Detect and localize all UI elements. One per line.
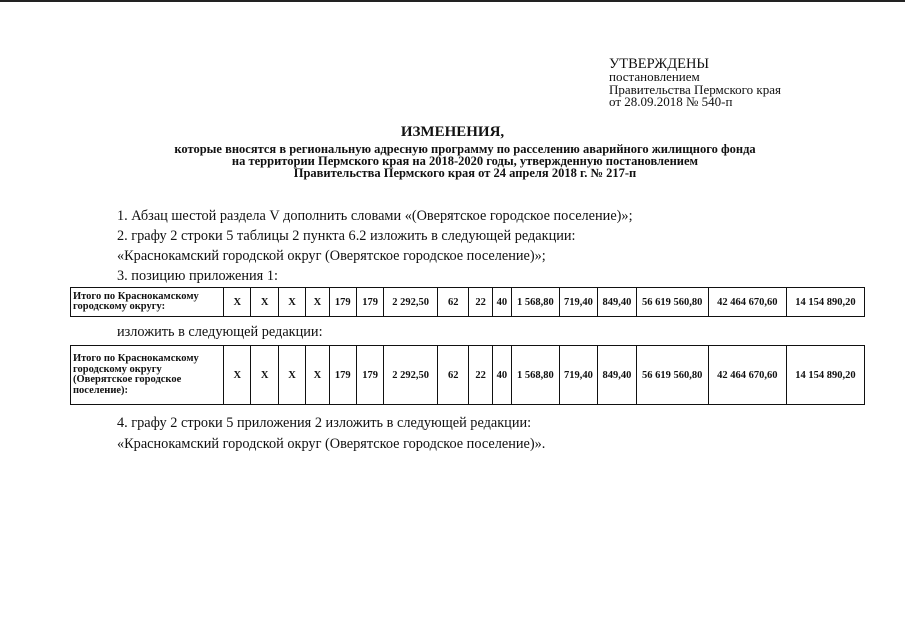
- cell: 179: [329, 288, 356, 317]
- cell: 40: [492, 288, 511, 317]
- cell: 40: [492, 346, 511, 405]
- cell: 62: [438, 288, 469, 317]
- cell: 42 464 670,60: [708, 346, 786, 405]
- cell: 849,40: [598, 346, 637, 405]
- row-label: [71, 346, 224, 405]
- row-label: [71, 288, 224, 317]
- table-new-position: [70, 345, 865, 405]
- cell: 179: [356, 288, 383, 317]
- cell: 849,40: [598, 288, 637, 317]
- row-label-line-1: Итого по Краснокамскому: [73, 290, 199, 302]
- row-label-line-1: Итого по Краснокамскому: [73, 353, 199, 364]
- cell: X: [306, 346, 329, 405]
- cell: X: [251, 288, 278, 317]
- row-label-line-2: городскому округу:: [73, 301, 166, 312]
- cell: 22: [469, 346, 492, 405]
- cell: 22: [469, 288, 492, 317]
- approval-stamp: [609, 57, 781, 109]
- row-label-line-4: поселение):: [73, 384, 129, 396]
- item-4: 4. графу 2 строки 5 приложения 2 изложить в следующей редакции:: [117, 415, 532, 431]
- subtitle-line-1: которые вносятся в региональную адресную программу по расселению аварийного жилищного фонда: [174, 142, 756, 156]
- document-subtitle: [110, 143, 820, 179]
- item-1: 1. Абзац шестой раздела V дополнить словами «(Оверятское городское поселение)»;: [117, 208, 633, 224]
- cell: X: [224, 288, 251, 317]
- cell: 56 619 560,80: [636, 346, 708, 405]
- document-title: ИЗМЕНЕНИЯ,: [400, 124, 505, 140]
- cell: 62: [438, 346, 469, 405]
- cell: 179: [356, 346, 383, 405]
- cell: 2 292,50: [384, 346, 438, 405]
- cell: 179: [329, 346, 356, 405]
- table-row: [71, 346, 865, 405]
- item-3-text: изложить в следующей редакции:: [117, 324, 323, 340]
- item-2: 2. графу 2 строки 5 таблицы 2 пункта 6.2 изложить в следующей редакции:: [117, 228, 576, 244]
- cell: 719,40: [559, 288, 598, 317]
- subtitle-line-3: Правительства Пермского края от 24 апреля 2018 г. № 217-п: [293, 166, 637, 180]
- cell: X: [278, 346, 305, 405]
- item-4-text: «Краснокамский городской округ (Оверятское городское поселение)».: [117, 436, 546, 452]
- row-label-line-3: (Оверятское городское: [73, 374, 182, 385]
- cell: 1 568,80: [512, 288, 560, 317]
- item-3: 3. позицию приложения 1:: [117, 268, 278, 284]
- cell: 2 292,50: [384, 288, 438, 317]
- cell: X: [278, 288, 305, 317]
- approval-line-3: Правительства Пермского края: [609, 81, 781, 97]
- cell: 42 464 670,60: [708, 288, 786, 317]
- table-row: [71, 288, 865, 317]
- approval-line-2: постановлением: [609, 69, 700, 84]
- table-old-position: [70, 287, 865, 317]
- top-border-line: [0, 0, 905, 2]
- cell: 14 154 890,20: [786, 288, 864, 317]
- cell: 1 568,80: [512, 346, 560, 405]
- cell: 719,40: [559, 346, 598, 405]
- cell: 14 154 890,20: [786, 346, 864, 405]
- subtitle-line-2: на территории Пермского края на 2018-2020 годы, утвержденную постановлением: [231, 154, 699, 168]
- cell: X: [224, 346, 251, 405]
- row-label-line-2: городскому округу: [73, 363, 162, 375]
- item-2-text: «Краснокамский городской округ (Оверятское городское поселение)»;: [117, 248, 546, 264]
- cell: X: [306, 288, 329, 317]
- approval-line-1: УТВЕРЖДЕНЫ: [609, 56, 710, 72]
- approval-line-4: от 28.09.2018 № 540-п: [609, 94, 733, 109]
- cell: 56 619 560,80: [636, 288, 708, 317]
- cell: X: [251, 346, 278, 405]
